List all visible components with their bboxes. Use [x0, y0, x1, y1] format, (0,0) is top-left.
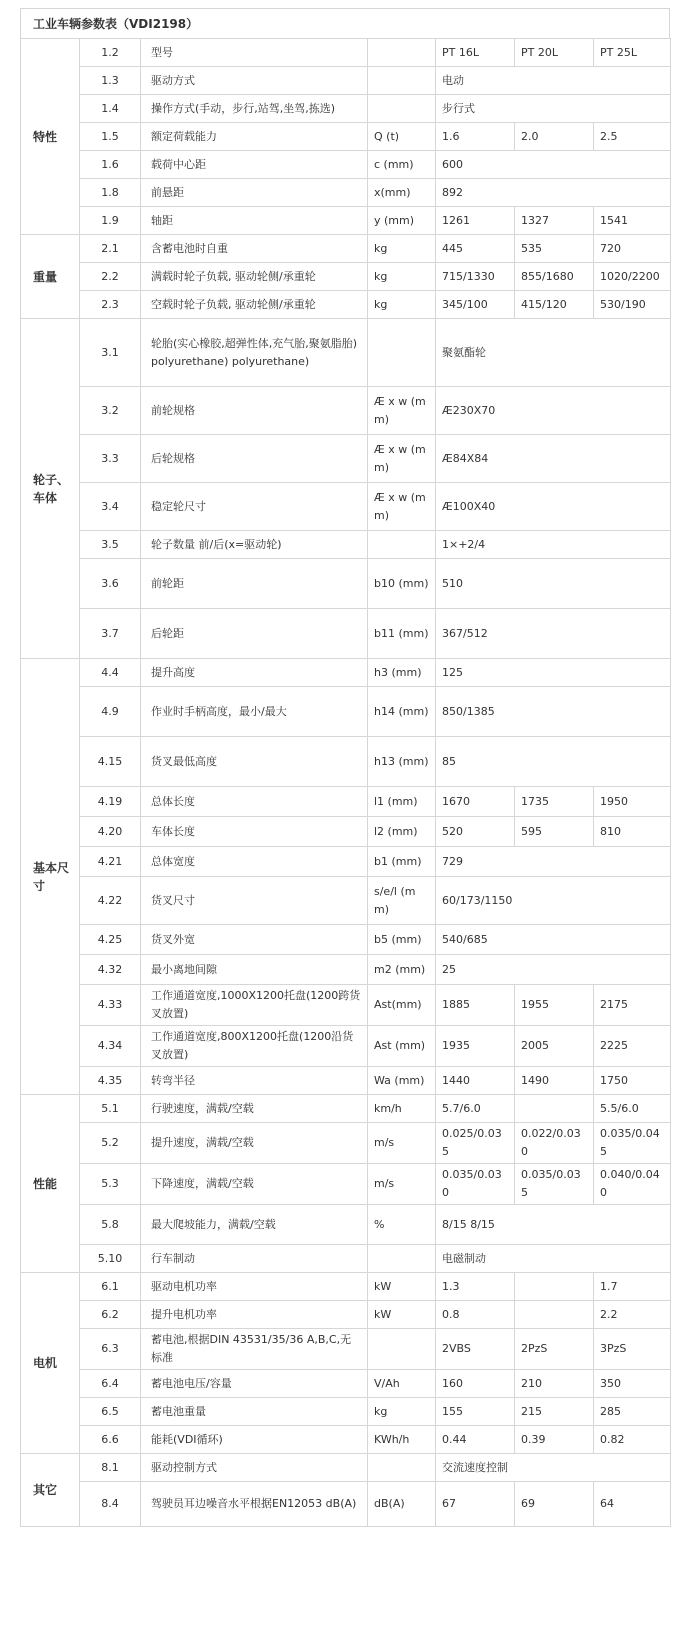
value-cell: 210 — [515, 1370, 594, 1398]
item-number: 4.33 — [80, 985, 141, 1026]
unit-cell: KWh/h — [368, 1426, 436, 1454]
table-row — [21, 1273, 671, 1301]
item-name: 驱动控制方式 — [141, 1454, 368, 1482]
value-cell: 1.6 — [436, 123, 515, 151]
unit-cell: l1 (mm) — [368, 787, 436, 817]
item-number: 4.32 — [80, 955, 141, 985]
item-number: 4.15 — [80, 737, 141, 787]
spec-table-body — [21, 39, 671, 1527]
unit-cell — [368, 531, 436, 559]
item-name: 轮胎(实心橡胶,超弹性体,充气胎,聚氨脂胎) polyurethane) polyurethane) — [141, 319, 368, 387]
unit-cell: h3 (mm) — [368, 659, 436, 687]
value-cell: 160 — [436, 1370, 515, 1398]
item-name: 提升高度 — [141, 659, 368, 687]
unit-cell: Q (t) — [368, 123, 436, 151]
item-number: 1.3 — [80, 67, 141, 95]
item-number: 4.9 — [80, 687, 141, 737]
value-cell: 0.035/0.035 — [515, 1164, 594, 1205]
item-name: 额定荷载能力 — [141, 123, 368, 151]
item-name: 下降速度，满载/空载 — [141, 1164, 368, 1205]
value-cell-merged: 367/512 — [436, 609, 671, 659]
table-row — [21, 207, 671, 235]
unit-cell: m2 (mm) — [368, 955, 436, 985]
table-row — [21, 1329, 671, 1370]
unit-cell — [368, 1329, 436, 1370]
value-cell: 345/100 — [436, 291, 515, 319]
item-number: 1.2 — [80, 39, 141, 67]
value-cell: 350 — [594, 1370, 671, 1398]
value-cell: 1.7 — [594, 1273, 671, 1301]
table-row — [21, 1482, 671, 1527]
value-cell: 0.035/0.045 — [594, 1123, 671, 1164]
value-cell — [515, 1273, 594, 1301]
unit-cell: Ast (mm) — [368, 1026, 436, 1067]
table-row — [21, 435, 671, 483]
value-cell-merged: Æ230X70 — [436, 387, 671, 435]
item-number: 5.8 — [80, 1205, 141, 1245]
value-cell: 415/120 — [515, 291, 594, 319]
value-cell-merged: 1×+2/4 — [436, 531, 671, 559]
group-label: 其它 — [21, 1454, 80, 1527]
value-cell: 520 — [436, 817, 515, 847]
table-row — [21, 1205, 671, 1245]
item-name: 作业时手柄高度，最小/最大 — [141, 687, 368, 737]
item-number: 3.6 — [80, 559, 141, 609]
item-name: 稳定轮尺寸 — [141, 483, 368, 531]
item-number: 6.6 — [80, 1426, 141, 1454]
table-row — [21, 235, 671, 263]
value-cell: 1.3 — [436, 1273, 515, 1301]
item-number: 6.2 — [80, 1301, 141, 1329]
table-row — [21, 985, 671, 1026]
item-name: 行驶速度，满载/空载 — [141, 1095, 368, 1123]
group-label: 性能 — [21, 1095, 80, 1273]
item-number: 6.1 — [80, 1273, 141, 1301]
table-row — [21, 151, 671, 179]
item-name: 后轮规格 — [141, 435, 368, 483]
unit-cell: m/s — [368, 1123, 436, 1164]
item-name: 提升电机功率 — [141, 1301, 368, 1329]
value-cell: 530/190 — [594, 291, 671, 319]
value-cell: PT 20L — [515, 39, 594, 67]
table-row — [21, 687, 671, 737]
value-cell-merged: 交流速度控制 — [436, 1454, 671, 1482]
group-label: 轮子、车体 — [21, 319, 80, 659]
item-name: 工作通道宽度,800X1200托盘(1200沿货叉放置) — [141, 1026, 368, 1067]
item-number: 3.3 — [80, 435, 141, 483]
table-row — [21, 39, 671, 67]
item-name: 行车制动 — [141, 1245, 368, 1273]
unit-cell: h13 (mm) — [368, 737, 436, 787]
unit-cell: c (mm) — [368, 151, 436, 179]
value-cell: 445 — [436, 235, 515, 263]
unit-cell — [368, 39, 436, 67]
item-name: 型号 — [141, 39, 368, 67]
table-row — [21, 291, 671, 319]
item-name: 前轮距 — [141, 559, 368, 609]
item-name: 车体长度 — [141, 817, 368, 847]
group-label: 基本尺寸 — [21, 659, 80, 1095]
item-name: 驾驶员耳边噪音水平根据EN12053 dB(A) — [141, 1482, 368, 1527]
unit-cell: dB(A) — [368, 1482, 436, 1527]
value-cell: 535 — [515, 235, 594, 263]
item-name: 驱动方式 — [141, 67, 368, 95]
item-name: 货叉外宽 — [141, 925, 368, 955]
table-row — [21, 531, 671, 559]
unit-cell: kg — [368, 1398, 436, 1426]
value-cell: 5.7/6.0 — [436, 1095, 515, 1123]
table-row — [21, 737, 671, 787]
item-name: 空载时轮子负载, 驱动轮侧/承重轮 — [141, 291, 368, 319]
table-row — [21, 847, 671, 877]
value-cell: 0.8 — [436, 1301, 515, 1329]
value-cell: 0.022/0.030 — [515, 1123, 594, 1164]
value-cell: 64 — [594, 1482, 671, 1527]
unit-cell: kg — [368, 291, 436, 319]
value-cell-merged: Æ100X40 — [436, 483, 671, 531]
item-number: 2.2 — [80, 263, 141, 291]
unit-cell: kg — [368, 235, 436, 263]
spec-table — [20, 38, 671, 1527]
table-row — [21, 817, 671, 847]
value-cell-merged: 510 — [436, 559, 671, 609]
item-number: 3.1 — [80, 319, 141, 387]
unit-cell: kg — [368, 263, 436, 291]
page-title: 工业车辆参数表（VDI2198） — [20, 8, 670, 38]
item-name: 最大爬坡能力，满载/空载 — [141, 1205, 368, 1245]
value-cell: 67 — [436, 1482, 515, 1527]
item-name: 蓄电池电压/容量 — [141, 1370, 368, 1398]
unit-cell: Æ x w (mm) — [368, 435, 436, 483]
table-row — [21, 1164, 671, 1205]
item-number: 6.5 — [80, 1398, 141, 1426]
unit-cell: Æ x w (mm) — [368, 483, 436, 531]
table-row — [21, 925, 671, 955]
value-cell — [515, 1095, 594, 1123]
item-number: 4.19 — [80, 787, 141, 817]
item-number: 1.9 — [80, 207, 141, 235]
value-cell: 1440 — [436, 1067, 515, 1095]
unit-cell: b1 (mm) — [368, 847, 436, 877]
unit-cell: h14 (mm) — [368, 687, 436, 737]
value-cell: 810 — [594, 817, 671, 847]
item-name: 蓄电池,根据DIN 43531/35/36 A,B,C,无标准 — [141, 1329, 368, 1370]
value-cell: 2.2 — [594, 1301, 671, 1329]
unit-cell: s/e/l (mm) — [368, 877, 436, 925]
table-row — [21, 1398, 671, 1426]
table-row — [21, 1123, 671, 1164]
value-cell: 2175 — [594, 985, 671, 1026]
table-row — [21, 387, 671, 435]
table-row — [21, 955, 671, 985]
item-number: 2.1 — [80, 235, 141, 263]
group-label: 重量 — [21, 235, 80, 319]
item-name: 载荷中心距 — [141, 151, 368, 179]
value-cell: 5.5/6.0 — [594, 1095, 671, 1123]
item-number: 3.5 — [80, 531, 141, 559]
item-number: 4.25 — [80, 925, 141, 955]
unit-cell — [368, 1245, 436, 1273]
item-name: 蓄电池重量 — [141, 1398, 368, 1426]
table-row — [21, 179, 671, 207]
value-cell: 1490 — [515, 1067, 594, 1095]
value-cell: 1950 — [594, 787, 671, 817]
value-cell — [515, 1301, 594, 1329]
table-row — [21, 1095, 671, 1123]
item-number: 2.3 — [80, 291, 141, 319]
value-cell: PT 25L — [594, 39, 671, 67]
item-number: 1.4 — [80, 95, 141, 123]
value-cell: 720 — [594, 235, 671, 263]
item-number: 4.4 — [80, 659, 141, 687]
table-row — [21, 1301, 671, 1329]
item-number: 4.22 — [80, 877, 141, 925]
value-cell: 1885 — [436, 985, 515, 1026]
unit-cell — [368, 67, 436, 95]
unit-cell: kW — [368, 1301, 436, 1329]
item-name: 操作方式(手动，步行,站驾,坐驾,拣选) — [141, 95, 368, 123]
unit-cell: V/Ah — [368, 1370, 436, 1398]
item-number: 4.21 — [80, 847, 141, 877]
value-cell: 1670 — [436, 787, 515, 817]
value-cell-merged: 729 — [436, 847, 671, 877]
unit-cell — [368, 319, 436, 387]
item-name: 前轮规格 — [141, 387, 368, 435]
unit-cell — [368, 95, 436, 123]
unit-cell: x(mm) — [368, 179, 436, 207]
value-cell-merged: 步行式 — [436, 95, 671, 123]
value-cell-merged: 8/15 8/15 — [436, 1205, 671, 1245]
table-row — [21, 559, 671, 609]
item-number: 5.1 — [80, 1095, 141, 1123]
item-name: 后轮距 — [141, 609, 368, 659]
value-cell: 1735 — [515, 787, 594, 817]
item-number: 1.6 — [80, 151, 141, 179]
item-name: 总体宽度 — [141, 847, 368, 877]
unit-cell: Æ x w (mm) — [368, 387, 436, 435]
item-number: 5.3 — [80, 1164, 141, 1205]
item-number: 6.4 — [80, 1370, 141, 1398]
item-number: 3.2 — [80, 387, 141, 435]
table-row — [21, 609, 671, 659]
item-number: 5.10 — [80, 1245, 141, 1273]
unit-cell: % — [368, 1205, 436, 1245]
unit-cell: b5 (mm) — [368, 925, 436, 955]
value-cell-merged: 聚氨酯轮 — [436, 319, 671, 387]
table-row — [21, 877, 671, 925]
item-number: 8.1 — [80, 1454, 141, 1482]
value-cell: 2.5 — [594, 123, 671, 151]
value-cell-merged: 电动 — [436, 67, 671, 95]
item-name: 最小离地间隙 — [141, 955, 368, 985]
unit-cell: kW — [368, 1273, 436, 1301]
item-number: 1.8 — [80, 179, 141, 207]
value-cell: 3PzS — [594, 1329, 671, 1370]
unit-cell: Ast(mm) — [368, 985, 436, 1026]
item-name: 工作通道宽度,1000X1200托盘(1200跨货叉放置) — [141, 985, 368, 1026]
item-name: 轮子数量 前/后(x=驱动轮) — [141, 531, 368, 559]
value-cell: 0.035/0.030 — [436, 1164, 515, 1205]
item-number: 4.20 — [80, 817, 141, 847]
value-cell-merged: 125 — [436, 659, 671, 687]
value-cell: 2PzS — [515, 1329, 594, 1370]
value-cell-merged: 892 — [436, 179, 671, 207]
value-cell: 285 — [594, 1398, 671, 1426]
value-cell: 855/1680 — [515, 263, 594, 291]
item-number: 8.4 — [80, 1482, 141, 1527]
item-name: 驱动电机功率 — [141, 1273, 368, 1301]
unit-cell: Wa (mm) — [368, 1067, 436, 1095]
value-cell: 1261 — [436, 207, 515, 235]
value-cell: 215 — [515, 1398, 594, 1426]
item-number: 1.5 — [80, 123, 141, 151]
value-cell-merged: Æ84X84 — [436, 435, 671, 483]
unit-cell: m/s — [368, 1164, 436, 1205]
group-label: 特性 — [21, 39, 80, 235]
unit-cell: b11 (mm) — [368, 609, 436, 659]
table-row — [21, 1245, 671, 1273]
value-cell-merged: 540/685 — [436, 925, 671, 955]
value-cell: 1020/2200 — [594, 263, 671, 291]
table-row — [21, 1370, 671, 1398]
table-row — [21, 123, 671, 151]
group-label: 电机 — [21, 1273, 80, 1454]
table-row — [21, 319, 671, 387]
value-cell: 0.025/0.035 — [436, 1123, 515, 1164]
value-cell: 2005 — [515, 1026, 594, 1067]
item-number: 6.3 — [80, 1329, 141, 1370]
value-cell-merged: 60/173/1150 — [436, 877, 671, 925]
table-row — [21, 483, 671, 531]
value-cell: 2VBS — [436, 1329, 515, 1370]
item-name: 货叉最低高度 — [141, 737, 368, 787]
value-cell-merged: 25 — [436, 955, 671, 985]
table-row — [21, 67, 671, 95]
item-name: 能耗(VDI循环) — [141, 1426, 368, 1454]
value-cell: 2225 — [594, 1026, 671, 1067]
table-row — [21, 1026, 671, 1067]
table-row — [21, 1426, 671, 1454]
value-cell: 1955 — [515, 985, 594, 1026]
item-number: 3.7 — [80, 609, 141, 659]
value-cell: 69 — [515, 1482, 594, 1527]
unit-cell — [368, 1454, 436, 1482]
unit-cell: km/h — [368, 1095, 436, 1123]
table-row — [21, 263, 671, 291]
value-cell: 1541 — [594, 207, 671, 235]
value-cell-merged: 85 — [436, 737, 671, 787]
item-name: 前悬距 — [141, 179, 368, 207]
value-cell: 0.82 — [594, 1426, 671, 1454]
value-cell: 2.0 — [515, 123, 594, 151]
item-name: 含蓄电池时自重 — [141, 235, 368, 263]
table-row — [21, 1454, 671, 1482]
item-name: 货叉尺寸 — [141, 877, 368, 925]
unit-cell: l2 (mm) — [368, 817, 436, 847]
item-name: 总体长度 — [141, 787, 368, 817]
value-cell: 155 — [436, 1398, 515, 1426]
unit-cell: y (mm) — [368, 207, 436, 235]
value-cell: 1750 — [594, 1067, 671, 1095]
item-number: 5.2 — [80, 1123, 141, 1164]
spec-sheet — [20, 8, 670, 1527]
value-cell: 0.040/0.040 — [594, 1164, 671, 1205]
value-cell: 715/1330 — [436, 263, 515, 291]
value-cell: 595 — [515, 817, 594, 847]
value-cell: 1935 — [436, 1026, 515, 1067]
value-cell: 0.44 — [436, 1426, 515, 1454]
value-cell: PT 16L — [436, 39, 515, 67]
item-number: 4.35 — [80, 1067, 141, 1095]
item-name: 轴距 — [141, 207, 368, 235]
item-name: 转弯半径 — [141, 1067, 368, 1095]
value-cell-merged: 600 — [436, 151, 671, 179]
table-row — [21, 95, 671, 123]
value-cell: 0.39 — [515, 1426, 594, 1454]
value-cell-merged: 电磁制动 — [436, 1245, 671, 1273]
item-number: 4.34 — [80, 1026, 141, 1067]
table-row — [21, 787, 671, 817]
value-cell-merged: 850/1385 — [436, 687, 671, 737]
item-name: 提升速度，满载/空载 — [141, 1123, 368, 1164]
unit-cell: b10 (mm) — [368, 559, 436, 609]
table-row — [21, 1067, 671, 1095]
item-number: 3.4 — [80, 483, 141, 531]
value-cell: 1327 — [515, 207, 594, 235]
item-name: 满载时轮子负载, 驱动轮侧/承重轮 — [141, 263, 368, 291]
table-row — [21, 659, 671, 687]
